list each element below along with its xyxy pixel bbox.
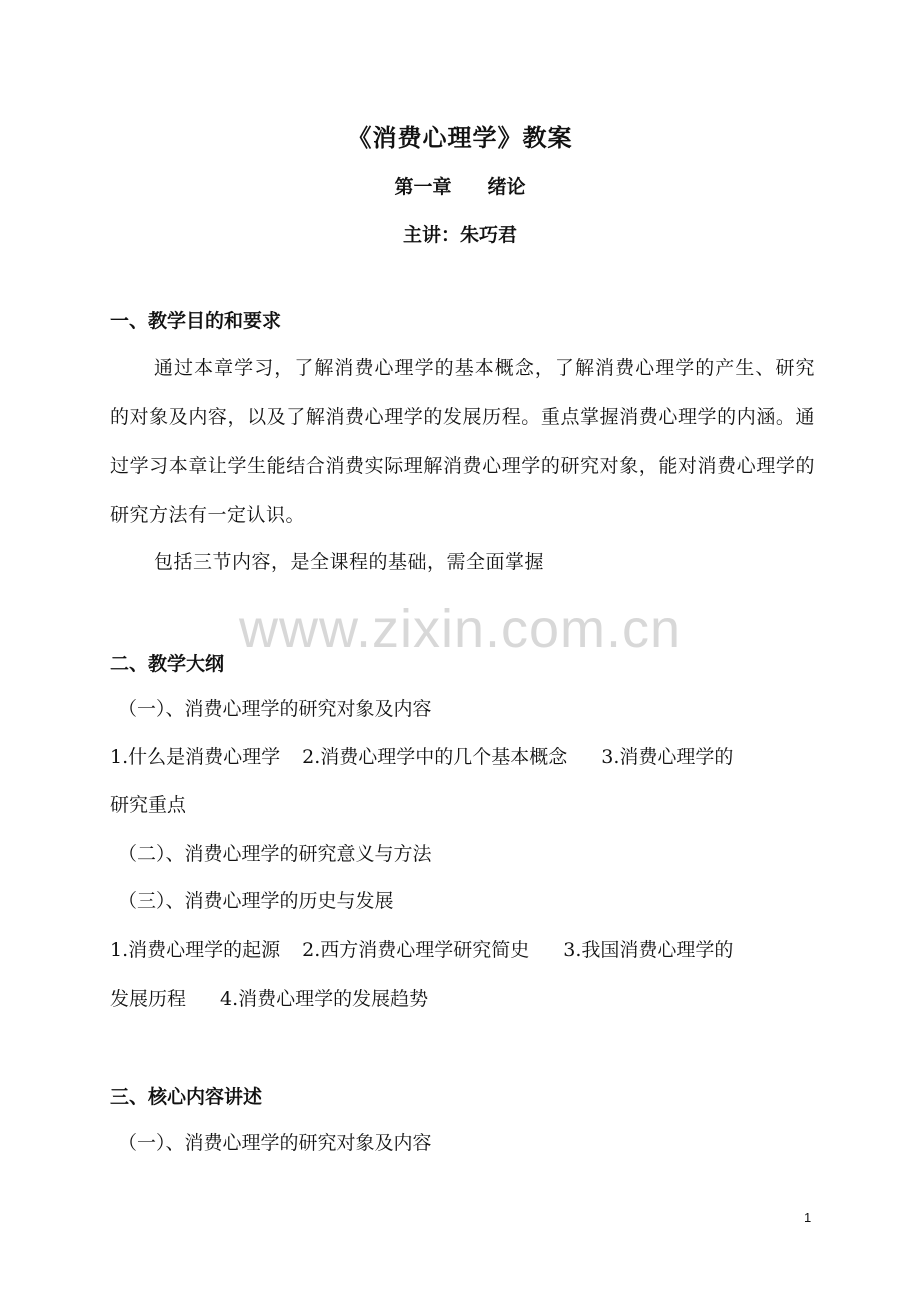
outline-items-line: [110, 984, 820, 1011]
outline-item: 3.我国消费心理学的: [563, 939, 734, 961]
section1-paragraph: 通过本章学习，了解消费心理学的基本概念，了解消费心理学的产生、研究的对象及内容，以及了解消费心理学的发展历程。重点掌握消费心理学的内涵。通过学习本章让学生能结合消费实际理解消费心理学的研究对象，能对消费心理学的研究方法有一定认识。: [110, 357, 815, 526]
outline-items-line: [110, 935, 820, 962]
chapter-number: 第一章: [394, 176, 452, 198]
chapter-heading: [0, 172, 920, 199]
outline-subheading-1: （一）、消费心理学的研究对象及内容: [118, 698, 432, 720]
page-number: 1: [804, 1210, 812, 1225]
outline-item: 1.消费心理学的起源: [110, 939, 281, 961]
outline-items-continuation: 研究重点: [110, 794, 187, 816]
outline-item: 2.西方消费心理学研究简史: [302, 939, 530, 961]
outline-item: 4.消费心理学的发展趋势: [220, 988, 429, 1010]
chapter-name: 绪论: [487, 176, 526, 198]
lecturer-line: 主讲：朱巧君: [402, 224, 517, 246]
outline-item: 3.消费心理学的: [601, 746, 734, 768]
section2-heading: 二、教学大纲: [110, 653, 225, 675]
outline-item: 1.什么是消费心理学: [110, 746, 281, 768]
section1-paragraph-2: 包括三节内容，是全课程的基础，需全面掌握: [154, 551, 545, 573]
section3-heading: 三、核心内容讲述: [110, 1086, 263, 1108]
outline-items-line: [110, 742, 820, 769]
outline-item: 2.消费心理学中的几个基本概念: [302, 746, 568, 768]
document-title: 《消费心理学》教案: [347, 123, 573, 152]
section3-subheading-1: （一）、消费心理学的研究对象及内容: [118, 1132, 432, 1154]
section1-heading: 一、教学目的和要求: [110, 310, 282, 332]
outline-subheading-2: （二）、消费心理学的研究意义与方法: [118, 843, 432, 865]
outline-item: 发展历程: [110, 988, 187, 1010]
watermark: www.zixin.com.cn: [238, 599, 682, 659]
outline-subheading-3: （三）、消费心理学的历史与发展: [118, 890, 394, 912]
